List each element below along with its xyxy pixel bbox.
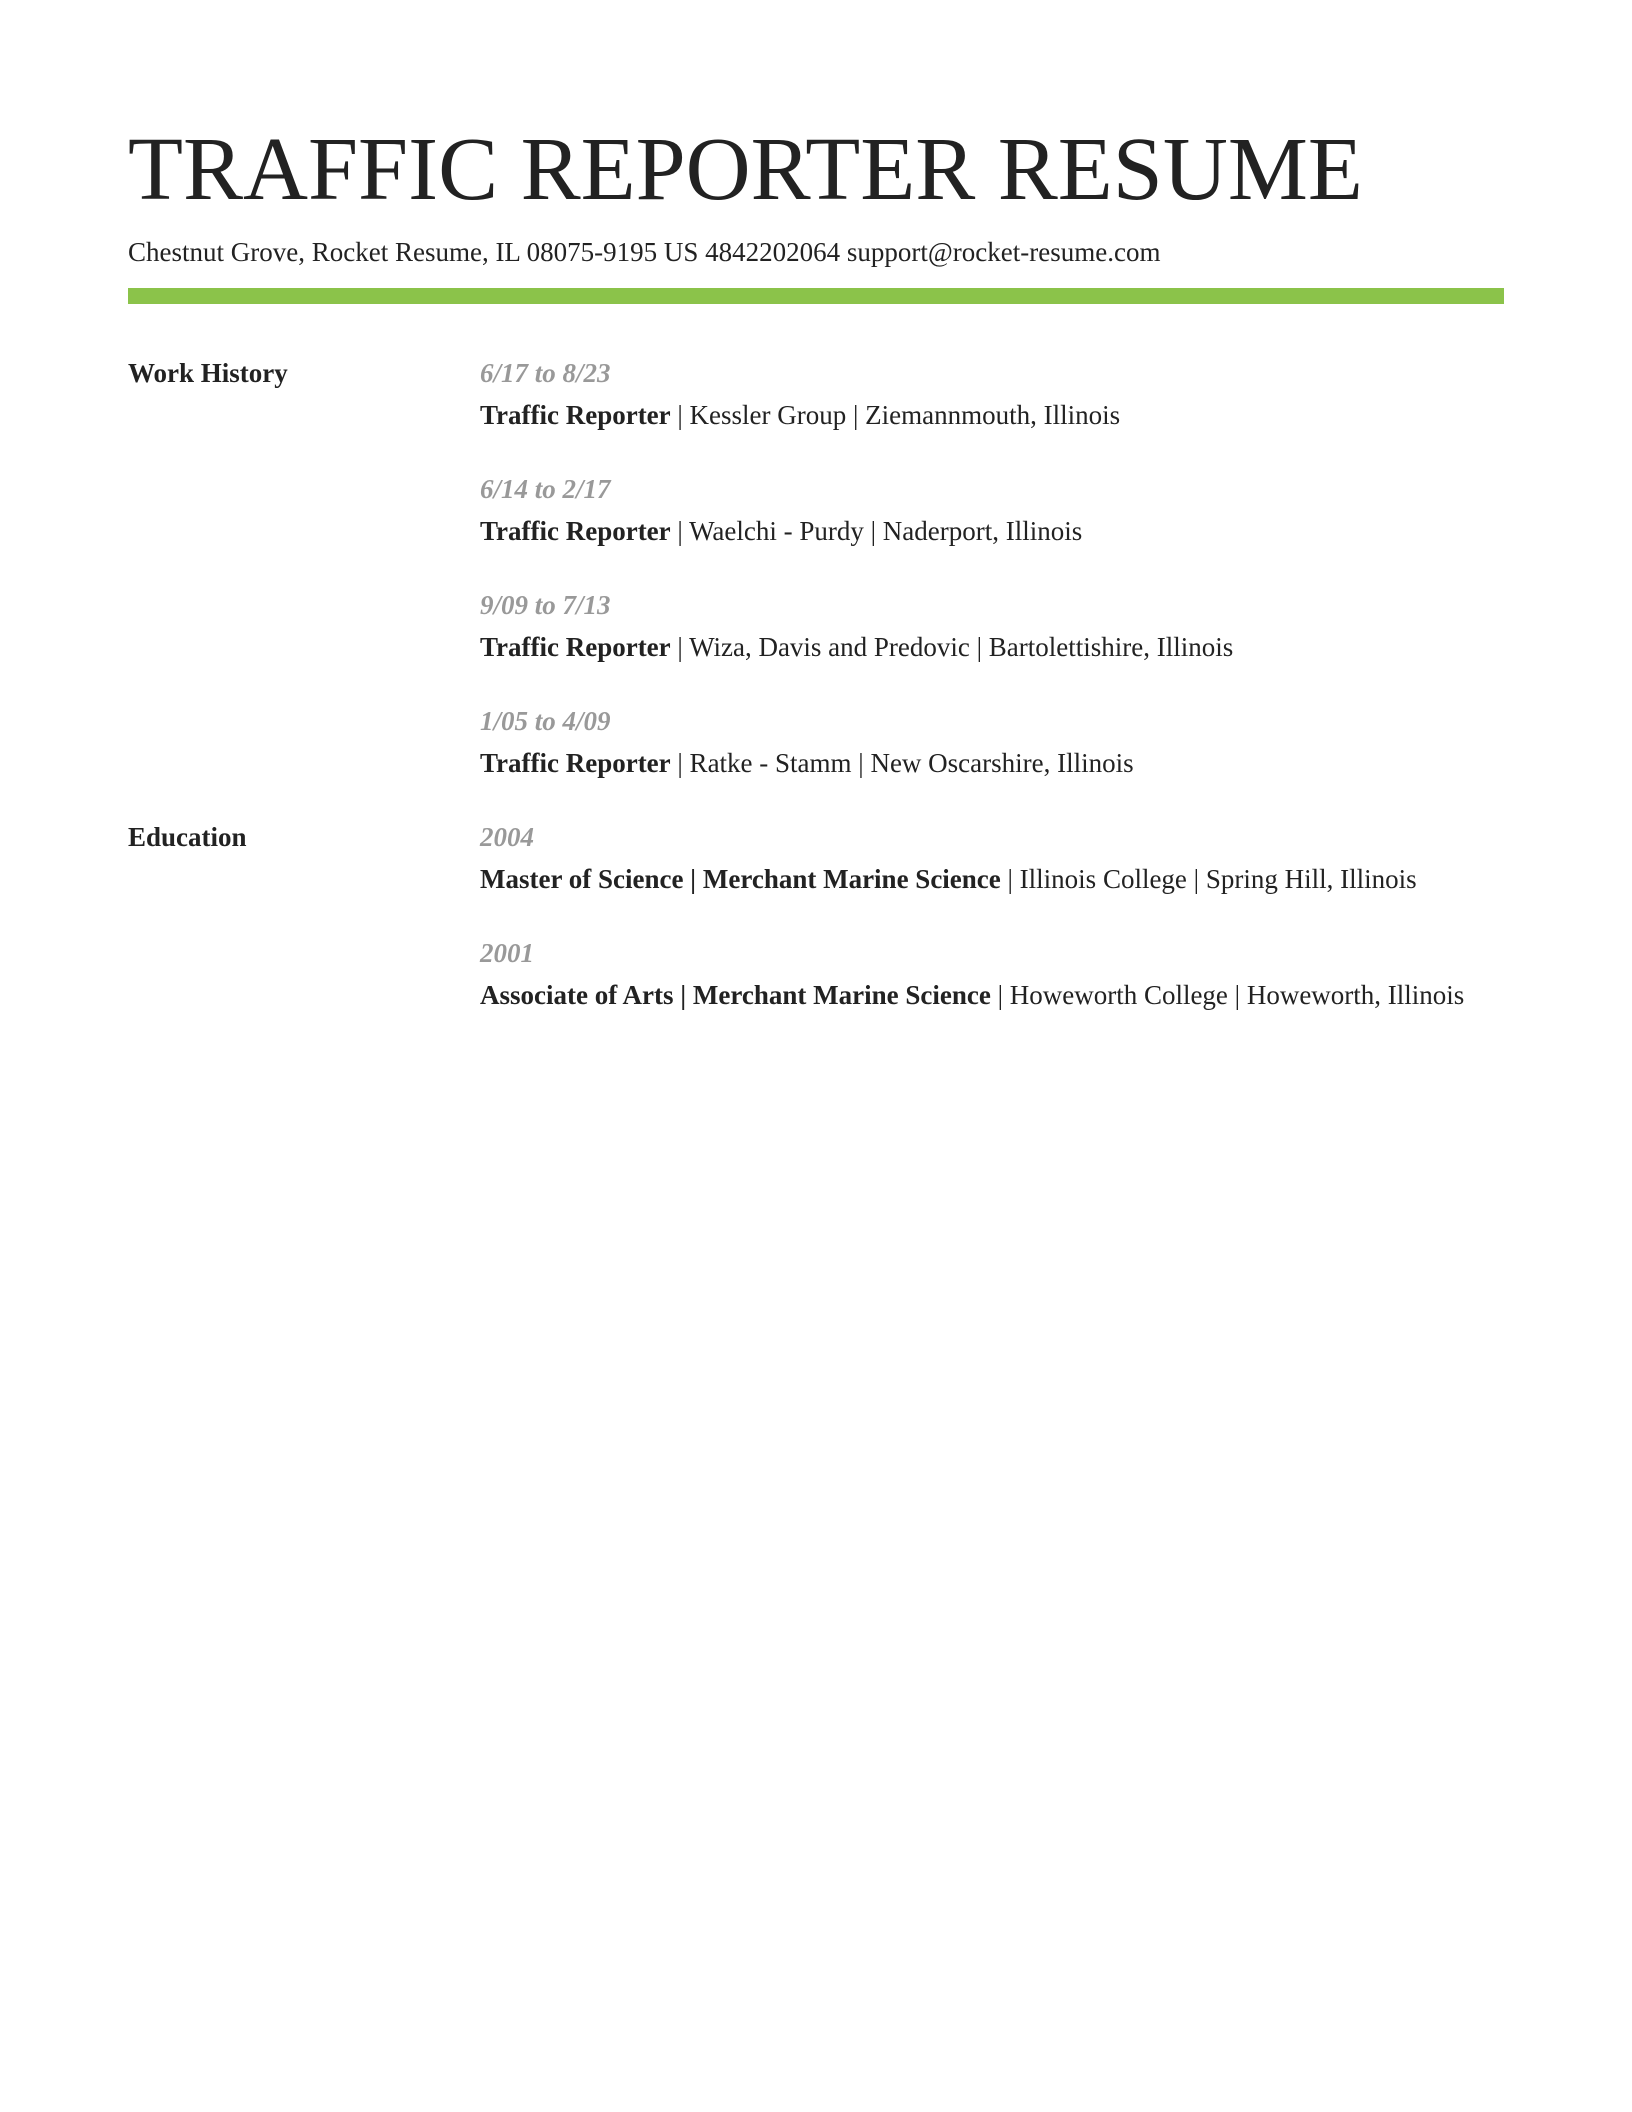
entry-detail bbox=[480, 626, 1504, 668]
entry-detail bbox=[480, 394, 1504, 436]
job-title: Traffic Reporter bbox=[480, 748, 671, 778]
header-divider bbox=[128, 288, 1504, 304]
school-location: | Howeworth College | Howeworth, Illinois bbox=[990, 980, 1465, 1010]
education-entry bbox=[480, 932, 1504, 1016]
work-history-entries bbox=[480, 352, 1504, 784]
work-entry bbox=[480, 468, 1504, 552]
employer-location: | Kessler Group | Ziemannmouth, Illinois bbox=[670, 400, 1121, 430]
work-entry bbox=[480, 700, 1504, 784]
education-entries bbox=[480, 816, 1504, 1016]
school-location: | Illinois College | Spring Hill, Illinois bbox=[1000, 864, 1417, 894]
entry-detail bbox=[480, 742, 1504, 784]
employer-location: | Wiza, Davis and Predovic | Bartolettishire, Illinois bbox=[670, 632, 1234, 662]
entry-date: 2001 bbox=[480, 938, 534, 968]
employer-location: | Waelchi - Purdy | Naderport, Illinois bbox=[670, 516, 1083, 546]
degree-title: Master of Science | Merchant Marine Science bbox=[480, 864, 1001, 894]
entry-date: 9/09 to 7/13 bbox=[480, 590, 611, 620]
entry-date: 1/05 to 4/09 bbox=[480, 706, 611, 736]
section-heading-education: Education bbox=[128, 822, 247, 852]
work-entry bbox=[480, 352, 1504, 436]
entry-detail bbox=[480, 858, 1504, 900]
education-section bbox=[128, 816, 1504, 1016]
education-entry bbox=[480, 816, 1504, 900]
work-entry bbox=[480, 584, 1504, 668]
entry-detail bbox=[480, 510, 1504, 552]
entry-date: 6/17 to 8/23 bbox=[480, 358, 611, 388]
contact-line: Chestnut Grove, Rocket Resume, IL 08075-9195 US 4842202064 support@rocket-resume.com bbox=[128, 237, 1161, 267]
entry-date: 2004 bbox=[480, 822, 534, 852]
job-title: Traffic Reporter bbox=[480, 632, 671, 662]
resume-title: TRAFFIC REPORTER RESUME bbox=[128, 120, 1363, 219]
job-title: Traffic Reporter bbox=[480, 516, 671, 546]
entry-detail bbox=[480, 974, 1504, 1016]
work-history-section bbox=[128, 352, 1504, 784]
entry-date: 6/14 to 2/17 bbox=[480, 474, 611, 504]
section-heading-work-history: Work History bbox=[128, 358, 288, 388]
degree-title: Associate of Arts | Merchant Marine Science bbox=[480, 980, 991, 1010]
employer-location: | Ratke - Stamm | New Oscarshire, Illinois bbox=[670, 748, 1134, 778]
job-title: Traffic Reporter bbox=[480, 400, 671, 430]
resume-page bbox=[128, 118, 1504, 1016]
